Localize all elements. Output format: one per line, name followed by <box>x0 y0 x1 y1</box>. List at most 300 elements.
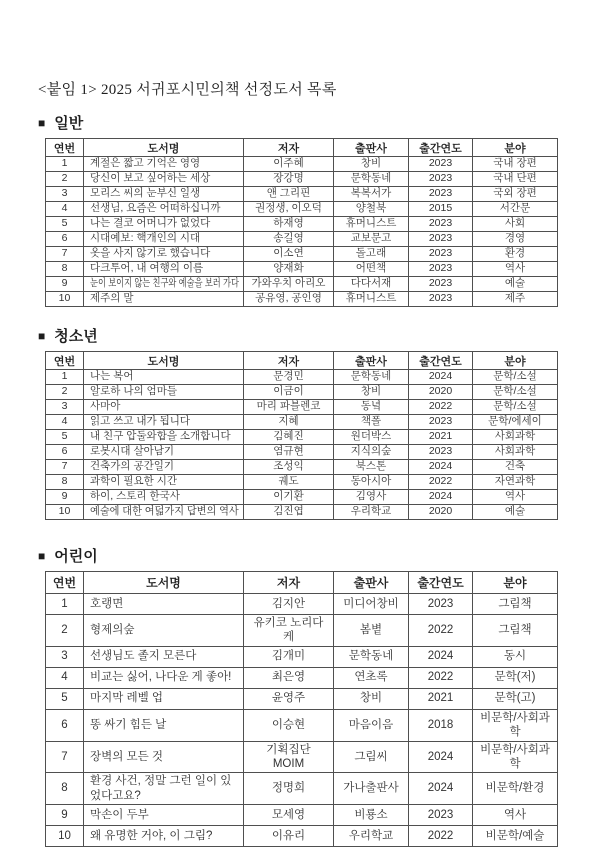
cell-text: 2023 <box>427 597 454 610</box>
cell-year <box>409 826 473 847</box>
cell-text: 2023 <box>427 808 454 821</box>
cell-text: 비문학/사회과학 <box>480 743 550 770</box>
cell-title <box>84 400 244 415</box>
cell-category <box>473 232 558 247</box>
cell-no <box>46 400 84 415</box>
cell-category <box>473 505 558 520</box>
cell-author <box>244 247 334 262</box>
cell-no <box>46 475 84 490</box>
cell-text: 비문학/환경 <box>485 782 545 795</box>
cell-publisher <box>334 505 409 520</box>
cell-publisher <box>334 292 409 307</box>
cell-category <box>473 262 558 277</box>
cell-author <box>244 157 334 172</box>
cell-no <box>46 430 84 445</box>
column-header: 출판사 <box>334 572 409 594</box>
book-section <box>38 112 557 307</box>
cell-text: 2023 <box>428 414 453 427</box>
cell-year <box>409 172 473 187</box>
cell-year <box>409 505 473 520</box>
cell-title <box>84 157 244 172</box>
cell-publisher <box>334 187 409 202</box>
cell-text: 2023 <box>428 171 453 184</box>
cell-text: 왜 유명한 거야, 이 그림? <box>90 829 213 842</box>
cell-text: 8 <box>61 474 68 487</box>
cell-year <box>409 709 473 741</box>
cell-text: 김개미 <box>271 650 306 663</box>
table-row <box>46 415 558 430</box>
cell-text: 우리학교 <box>350 504 392 517</box>
cell-publisher <box>334 172 409 187</box>
cell-text: 문학동네 <box>350 369 392 382</box>
column-header: 분야 <box>473 572 558 594</box>
table-row <box>46 187 558 202</box>
cell-text: 2024 <box>428 489 453 502</box>
cell-title <box>84 292 244 307</box>
cell-text: 모리스 씨의 눈부신 일생 <box>90 186 201 199</box>
cell-text: 2024 <box>427 650 454 663</box>
cell-text: 미디어창비 <box>343 597 399 610</box>
cell-no <box>46 415 84 430</box>
cell-text: 문경민 <box>273 369 304 382</box>
cell-text: 7 <box>61 246 68 259</box>
cell-text: 3 <box>61 650 68 663</box>
cell-text: 로봇시대 살아남기 <box>90 444 175 457</box>
cell-text: 역사 <box>504 489 526 502</box>
cell-publisher <box>334 217 409 232</box>
cell-year <box>409 247 473 262</box>
table-row <box>46 490 558 505</box>
cell-text: 6 <box>61 444 68 457</box>
cell-text: 국내 장편 <box>493 156 537 169</box>
cell-no <box>46 232 84 247</box>
cell-publisher <box>334 262 409 277</box>
cell-publisher <box>334 490 409 505</box>
cell-text: 그림씨 <box>354 750 388 763</box>
cell-text: 정명희 <box>271 782 306 795</box>
cell-text: 2015 <box>428 201 453 214</box>
cell-author <box>244 430 334 445</box>
cell-year <box>409 805 473 826</box>
cell-text: 창비 <box>359 692 383 705</box>
cell-text: 눈이 보이지 않는 친구와 예술을 보러 가다 <box>90 276 239 289</box>
cell-author <box>244 773 334 805</box>
cell-text: 2 <box>61 624 68 637</box>
cell-title <box>84 232 244 247</box>
cell-text: 우리학교 <box>348 829 394 842</box>
cell-year <box>409 430 473 445</box>
table-row <box>46 505 558 520</box>
table-row <box>46 445 558 460</box>
cell-year <box>409 262 473 277</box>
cell-category <box>473 475 558 490</box>
cell-text: 가와우치 아리오 <box>251 276 326 289</box>
cell-year <box>409 217 473 232</box>
cell-publisher <box>334 232 409 247</box>
cell-text: 문학동네 <box>350 171 392 184</box>
table-row <box>46 475 558 490</box>
cell-text: 선생님, 요즘은 어떠하십니까 <box>90 201 221 214</box>
cell-category <box>473 370 558 385</box>
cell-publisher <box>334 709 409 741</box>
cell-text: 문학/소설 <box>493 399 537 412</box>
cell-publisher <box>334 615 409 647</box>
cell-text: 국외 장편 <box>493 186 537 199</box>
cell-text: 알로하 나의 엄마들 <box>90 384 177 397</box>
section-bullet-icon: ■ <box>38 328 46 343</box>
cell-no <box>46 385 84 400</box>
cell-text: 휴머니스트 <box>345 291 397 304</box>
cell-text: 예술 <box>504 504 526 517</box>
cell-category <box>473 400 558 415</box>
cell-no <box>46 490 84 505</box>
cell-text: 공유영, 공인영 <box>255 291 322 304</box>
cell-title <box>84 805 244 826</box>
table-row <box>46 430 558 445</box>
cell-no <box>46 157 84 172</box>
cell-text: 사마아 <box>90 399 121 412</box>
cell-category <box>473 709 558 741</box>
column-header: 출간연도 <box>409 139 473 157</box>
cell-text: 동시 <box>503 650 527 663</box>
cell-author <box>244 232 334 247</box>
cell-no <box>46 667 84 688</box>
cell-author <box>244 400 334 415</box>
table-row <box>46 370 558 385</box>
cell-text: 환경 사건, 정말 그런 일이 있었다고요? <box>90 775 232 802</box>
table-row <box>46 741 558 773</box>
cell-text: 2023 <box>428 186 453 199</box>
table-header-row <box>46 572 558 594</box>
column-header: 도서명 <box>84 352 244 370</box>
cell-text: 지식의숲 <box>350 444 392 457</box>
column-header: 출판사 <box>334 352 409 370</box>
cell-author <box>244 172 334 187</box>
table-row <box>46 292 558 307</box>
book-table <box>45 351 558 520</box>
table-row <box>46 262 558 277</box>
cell-text: 6 <box>61 718 68 731</box>
cell-text: 염규현 <box>273 444 304 457</box>
cell-title <box>84 370 244 385</box>
column-header: 분야 <box>473 352 558 370</box>
cell-title <box>84 172 244 187</box>
cell-text: 그림책 <box>498 597 532 610</box>
cell-title <box>84 415 244 430</box>
cell-text: 2018 <box>427 718 454 731</box>
cell-publisher <box>334 805 409 826</box>
cell-text: 김진엽 <box>273 504 304 517</box>
cell-text: 김지안 <box>271 597 306 610</box>
table-header-row <box>46 139 558 157</box>
cell-text: 김영사 <box>355 489 387 502</box>
cell-publisher <box>334 430 409 445</box>
section-heading <box>38 325 557 346</box>
cell-no <box>46 460 84 475</box>
cell-title <box>84 615 244 647</box>
cell-text: 사회과학 <box>494 429 536 442</box>
cell-text: 기획집단 MOIM <box>266 743 311 770</box>
cell-text: 2024 <box>427 782 454 795</box>
cell-text: 유키코 노리다케 <box>253 617 324 644</box>
cell-text: 2020 <box>428 504 453 517</box>
cell-text: 8 <box>61 782 68 795</box>
cell-text: 계절은 짧고 기억은 영영 <box>90 156 201 169</box>
cell-text: 창비 <box>360 156 382 169</box>
cell-publisher <box>334 460 409 475</box>
cell-author <box>244 688 334 709</box>
cell-title <box>84 505 244 520</box>
cell-year <box>409 202 473 217</box>
cell-category <box>473 217 558 232</box>
cell-text: 책폴 <box>360 414 382 427</box>
book-table <box>45 138 558 307</box>
cell-text: 어떤책 <box>355 261 387 274</box>
cell-author <box>244 277 334 292</box>
table-row <box>46 277 558 292</box>
cell-no <box>46 773 84 805</box>
cell-text: 이기환 <box>273 489 304 502</box>
table-row <box>46 826 558 847</box>
cell-author <box>244 415 334 430</box>
cell-text: 2 <box>61 384 68 397</box>
cell-year <box>409 773 473 805</box>
cell-author <box>244 460 334 475</box>
cell-text: 윤영주 <box>271 692 306 705</box>
cell-publisher <box>334 247 409 262</box>
cell-year <box>409 187 473 202</box>
cell-category <box>473 646 558 667</box>
cell-no <box>46 247 84 262</box>
cell-text: 2021 <box>428 429 453 442</box>
cell-year <box>409 385 473 400</box>
section-heading-label: 일반 <box>54 115 84 132</box>
cell-author <box>244 187 334 202</box>
cell-text: 가나출판사 <box>343 782 399 795</box>
cell-text: 옷을 사지 않기로 했습니다 <box>90 246 211 259</box>
cell-text: 마지막 레벨 업 <box>90 692 164 705</box>
column-header: 도서명 <box>84 572 244 594</box>
cell-title <box>84 247 244 262</box>
cell-no <box>46 646 84 667</box>
cell-text: 창비 <box>360 384 382 397</box>
cell-text: 1 <box>61 597 68 610</box>
cell-category <box>473 292 558 307</box>
cell-category <box>473 277 558 292</box>
cell-title <box>84 445 244 460</box>
section-heading-label: 청소년 <box>54 328 98 345</box>
cell-year <box>409 232 473 247</box>
cell-text: 북스톤 <box>355 459 387 472</box>
cell-text: 2023 <box>428 156 453 169</box>
cell-author <box>244 262 334 277</box>
cell-text: 5 <box>61 216 68 229</box>
cell-text: 6 <box>61 231 68 244</box>
cell-text: 10 <box>58 291 71 304</box>
cell-author <box>244 217 334 232</box>
cell-text: 복복서가 <box>350 186 392 199</box>
cell-text: 송길영 <box>273 231 304 244</box>
cell-text: 서간문 <box>499 201 531 214</box>
table-header-row <box>46 352 558 370</box>
cell-title <box>84 594 244 615</box>
cell-text: 비교는 싫어, 나다운 게 좋아! <box>90 671 232 684</box>
cell-text: 하이, 스토리 한국사 <box>90 489 180 502</box>
cell-text: 김혜진 <box>273 429 304 442</box>
cell-publisher <box>334 826 409 847</box>
cell-text: 2022 <box>428 474 453 487</box>
cell-category <box>473 615 558 647</box>
cell-text: 문학(저) <box>494 671 536 684</box>
cell-title <box>84 217 244 232</box>
cell-title <box>84 667 244 688</box>
cell-publisher <box>334 202 409 217</box>
cell-text: 비룡소 <box>354 808 388 821</box>
cell-text: 동녘 <box>360 399 382 412</box>
section-heading <box>38 112 557 133</box>
cell-text: 2 <box>61 171 68 184</box>
cell-text: 교보문고 <box>350 231 392 244</box>
cell-text: 시대예보: 핵개인의 시대 <box>90 231 201 244</box>
cell-text: 2020 <box>428 384 453 397</box>
table-row <box>46 646 558 667</box>
cell-publisher <box>334 370 409 385</box>
table-row <box>46 247 558 262</box>
cell-text: 비문학/예술 <box>485 829 545 842</box>
cell-text: 양철북 <box>355 201 387 214</box>
cell-text: 3 <box>61 186 68 199</box>
cell-title <box>84 277 244 292</box>
cell-text: 2021 <box>427 692 454 705</box>
cell-text: 9 <box>61 276 68 289</box>
section-heading <box>38 545 557 566</box>
cell-text: 1 <box>61 156 68 169</box>
cell-text: 이유리 <box>271 829 306 842</box>
cell-category <box>473 187 558 202</box>
cell-year <box>409 460 473 475</box>
cell-text: 양재화 <box>273 261 304 274</box>
cell-text: 읽고 쓰고 내가 됩니다 <box>90 414 191 427</box>
cell-text: 그림책 <box>498 624 532 637</box>
cell-publisher <box>334 646 409 667</box>
column-header: 출간연도 <box>409 572 473 594</box>
cell-year <box>409 277 473 292</box>
cell-author <box>244 741 334 773</box>
cell-category <box>473 247 558 262</box>
cell-author <box>244 667 334 688</box>
cell-no <box>46 277 84 292</box>
cell-text: 역사 <box>503 808 527 821</box>
table-row <box>46 460 558 475</box>
section-bullet-icon: ■ <box>38 115 46 130</box>
cell-category <box>473 667 558 688</box>
cell-no <box>46 217 84 232</box>
cell-author <box>244 646 334 667</box>
cell-text: 9 <box>61 489 68 502</box>
cell-category <box>473 385 558 400</box>
cell-text: 사회 <box>504 216 526 229</box>
cell-year <box>409 475 473 490</box>
table-row <box>46 217 558 232</box>
cell-text: 궤도 <box>278 474 299 487</box>
cell-year <box>409 445 473 460</box>
cell-text: 2024 <box>428 369 453 382</box>
document-title: <붙임 1> 2025 서귀포시민의책 선정도서 목록 <box>38 82 337 98</box>
cell-title <box>84 430 244 445</box>
cell-text: 2023 <box>428 291 453 304</box>
sections-container <box>38 112 557 847</box>
cell-text: 7 <box>61 459 68 472</box>
cell-no <box>46 615 84 647</box>
table-row <box>46 385 558 400</box>
cell-text: 이소연 <box>273 246 304 259</box>
cell-publisher <box>334 415 409 430</box>
cell-no <box>46 688 84 709</box>
cell-text: 이주혜 <box>273 156 304 169</box>
column-header: 저자 <box>244 139 334 157</box>
table-row <box>46 709 558 741</box>
column-header: 저자 <box>244 352 334 370</box>
cell-text: 건축 <box>504 459 526 472</box>
cell-category <box>473 415 558 430</box>
table-row <box>46 667 558 688</box>
cell-text: 2023 <box>428 231 453 244</box>
cell-category <box>473 805 558 826</box>
cell-text: 비문학/사회과학 <box>480 711 550 739</box>
cell-author <box>244 615 334 647</box>
table-row <box>46 202 558 217</box>
cell-no <box>46 370 84 385</box>
cell-title <box>84 490 244 505</box>
table-row <box>46 400 558 415</box>
section-bullet-icon: ■ <box>38 548 46 563</box>
cell-text: 권정생, 이오덕 <box>255 201 322 214</box>
cell-text: 지혜 <box>278 414 299 427</box>
cell-no <box>46 805 84 826</box>
cell-title <box>84 826 244 847</box>
cell-title <box>84 187 244 202</box>
cell-text: 역사 <box>504 261 526 274</box>
book-table <box>45 571 558 847</box>
column-header: 연번 <box>46 139 84 157</box>
cell-text: 호랭면 <box>90 597 124 610</box>
cell-title <box>84 688 244 709</box>
cell-text: 10 <box>58 829 71 842</box>
cell-text: 2023 <box>428 276 453 289</box>
cell-text: 2023 <box>428 246 453 259</box>
cell-text: 제주의 말 <box>90 291 134 304</box>
cell-text: 1 <box>61 369 68 382</box>
cell-year <box>409 741 473 773</box>
cell-author <box>244 370 334 385</box>
cell-text: 5 <box>61 429 68 442</box>
cell-author <box>244 594 334 615</box>
cell-publisher <box>334 400 409 415</box>
cell-text: 막손이 두부 <box>90 808 149 821</box>
table-row <box>46 172 558 187</box>
cell-text: 문학동네 <box>348 650 394 663</box>
cell-no <box>46 172 84 187</box>
cell-text: 4 <box>61 414 68 427</box>
cell-text: 2023 <box>428 261 453 274</box>
cell-publisher <box>334 773 409 805</box>
cell-text: 장강명 <box>273 171 304 184</box>
cell-text: 다크투어, 내 여행의 이름 <box>90 261 204 274</box>
cell-category <box>473 741 558 773</box>
cell-text: 형제의숲 <box>90 624 135 637</box>
cell-text: 봄볕 <box>359 624 383 637</box>
cell-no <box>46 594 84 615</box>
